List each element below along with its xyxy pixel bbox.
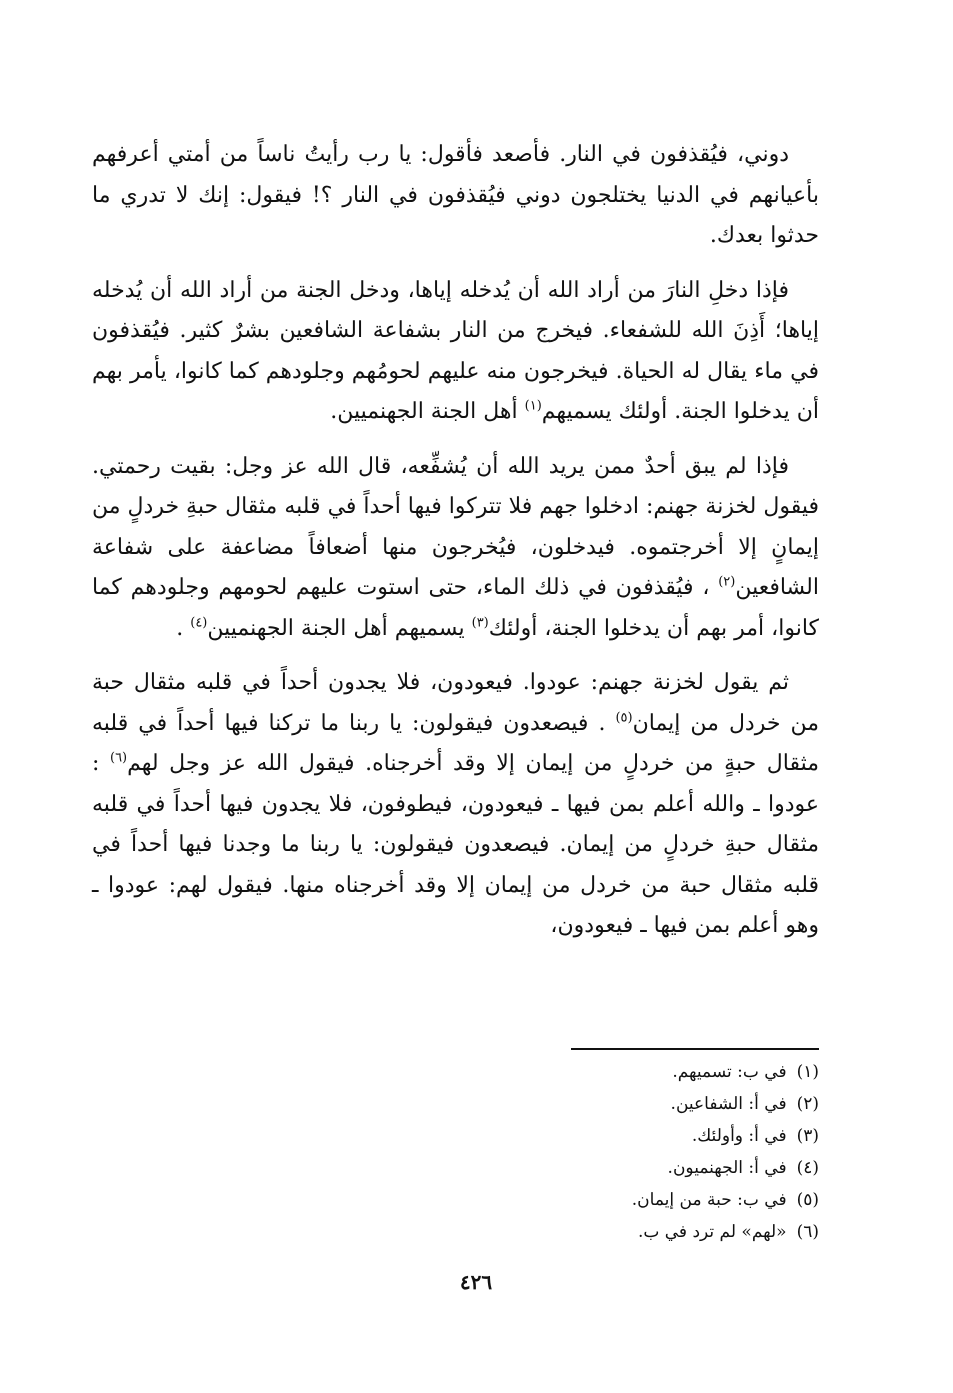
paragraph-text: . فيصعدون فيقولون: يا ربنا ما تركنا فيها أحداً في قلبه مثقال حبةٍ من خردلٍ من إيمان إلا وقد أخرجناه. فيقول الله عز وجل لهم — [92, 710, 819, 776]
footnote-reference: (١) — [524, 398, 542, 414]
footnote-reference: (٣) — [471, 615, 489, 631]
paragraph-text: أهل الجنة الجهنميين. — [330, 399, 525, 424]
footnote-text: في أ: الجهنميون. — [667, 1158, 787, 1178]
paragraph-text: : عودوا ـ والله أعلم بمن فيها ـ فيعودون، فيطوفون، فلا يجدون فيها أحداً في قلبه مثقال حبةِ خردلٍ من إيمان. فيصعدون فيقولون: يا ربنا ما وجدنا فيها أحداً في قلبه مثقال حبة من خردل من إيمان إلا وقد أخرجناه منها. فيقول لهم: عودوا ـ وهو أعلم بمن فيها ـ فيعودون، — [92, 751, 819, 938]
footnote — [450, 1056, 819, 1088]
footnote-reference: (٦) — [109, 750, 128, 766]
footnote-text: في أ: الشفاعين. — [670, 1094, 787, 1114]
footnote — [450, 1120, 819, 1152]
footnote-number: (٢) — [796, 1094, 819, 1114]
paragraph — [92, 447, 819, 650]
footnote-number: (٦) — [796, 1222, 819, 1242]
footnote-text: في ب: حبة من إيمان. — [631, 1190, 787, 1210]
footnote-reference: (٥) — [615, 710, 633, 726]
footnote-divider — [571, 1048, 819, 1050]
footnote-reference: (٢) — [718, 574, 736, 590]
paragraph-text: فإذا لم يبق أحدٌ ممن يريد الله أن يُشفِّعه، قال الله عز وجل: بقيت رحمتي. فيقول لخزنة جهنم: ادخلوا جهم فلا تتركوا فيها أحداً في قلبه مثقال حبةِ خردلٍ من إيمانٍ إلا أخرجتموه. فيدخلون، فيُخرجون منها أضعافاً مضاعفة على شفاعة الشافعين — [92, 453, 819, 600]
paragraph-text: دوني، فيُقذفون في النار. فأصعد فأقول: يا رب رأيتُ ناساً من أمتي أعرفهم بأعيانهم في الدنيا يختلجون دوني فيُقذفون في النار ؟! فيقول: إنك لا تدري ما حدثوا بعدك. — [92, 142, 819, 248]
paragraph — [92, 271, 819, 433]
footnote-number: (٤) — [796, 1158, 819, 1178]
footnote — [450, 1088, 819, 1120]
footnote-number: (٥) — [796, 1190, 819, 1210]
paragraph — [92, 663, 819, 947]
footnote-reference: (٤) — [190, 615, 208, 631]
paragraph — [92, 135, 819, 257]
footnote — [450, 1152, 819, 1184]
page-number: ٤٢٦ — [459, 1270, 493, 1294]
paragraph-text: . — [176, 615, 191, 641]
footnote-text: «لهم» لم ترد في ب. — [637, 1222, 787, 1242]
paragraph-text: فإذا دخلِ النارَ من أراد الله أن يُدخله إياها، ودخل الجنة من أراد الله أن يُدخله إياها؛ أَذِنَ الله للشفعاء. فيخرج من النار بشفاعة الشافعين بشرٌ كثير. فيُقذفون في ماء يقال له الحياة. فيخرجون منه عليهم لحومُهم وجلودهم كما كانوا، يأمر بهم أن يدخلوا الجنة. أولئك يسميهم — [92, 277, 819, 424]
footnote-number: (١) — [796, 1062, 819, 1082]
footnote-text: في أ: وأولئك. — [691, 1126, 787, 1146]
footnote-number: (٣) — [796, 1126, 819, 1146]
main-text — [92, 135, 819, 961]
paragraph-text: ، فيُقذفون في ذلك الماء، حتى استوت عليهم لحومهم وجلودهم كما كانوا، أمر بهم أن يدخلوا الجنة، أولئك — [92, 575, 819, 641]
footnote-text: في ب: تسميهم. — [672, 1062, 787, 1082]
footnote — [450, 1184, 819, 1216]
footnote — [450, 1216, 819, 1248]
footnotes — [450, 1056, 819, 1248]
paragraph-text: يسميهم أهل الجنة الجهنميين — [207, 615, 472, 641]
paragraph-text: ثم يقول لخزنة جهنم: عودوا. فيعودون، فلا يجدون أحداً في قلبه مثقال حبة من خردل من إيمان — [92, 670, 820, 736]
